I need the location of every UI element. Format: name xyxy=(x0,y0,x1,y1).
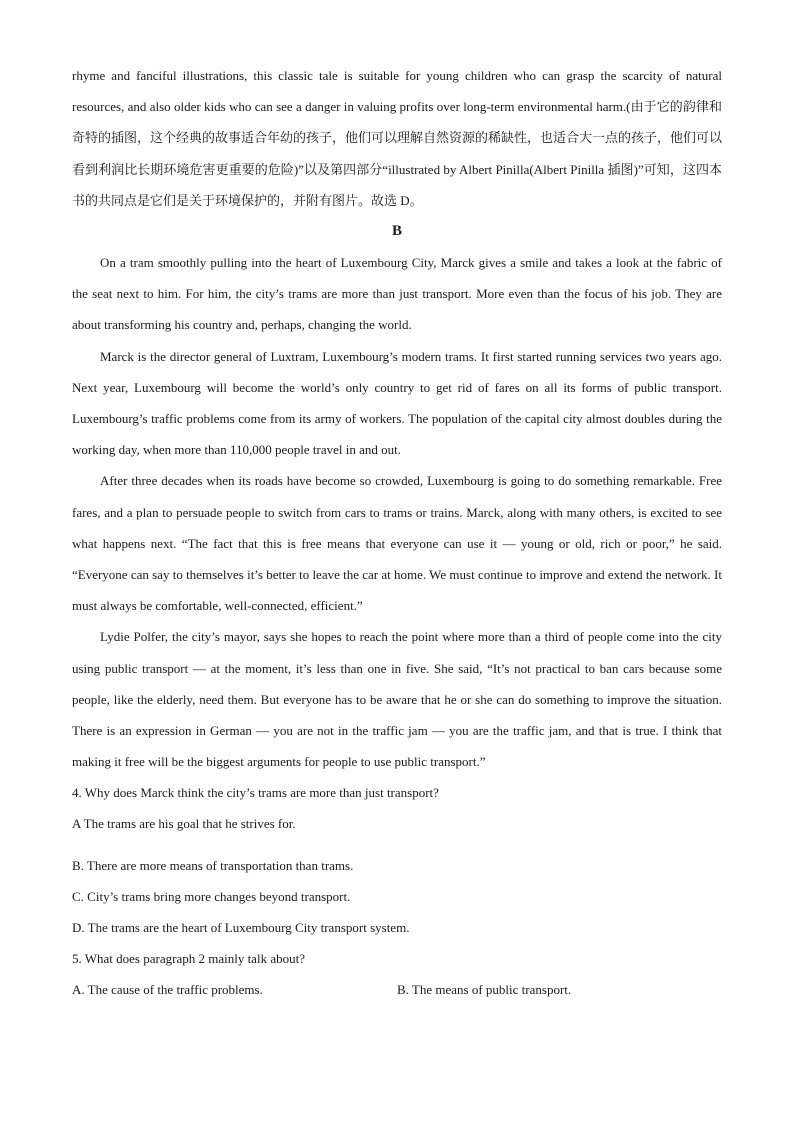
question-4-stem: 4. Why does Marck think the city’s trams are more than just transport? xyxy=(72,785,439,801)
question-4-option-a: A The trams are his goal that he strives for. xyxy=(72,816,296,832)
passage-paragraph-3: After three decades when its roads have become so crowded, Luxembourg is going to do something remarkable. Free fares, and a plan to persuade people to switch from cars to trams or trains. Marck, along with many others, is excited to see what happens next. “The fact that this is free means that everyone can use it — young or old, rich or poor,” he said. “Everyone can say to themselves it’s better to leave the car at home. We must continue to improve and extend the network. It must always be comfortable, well-connected, efficient.” xyxy=(72,473,722,614)
passage-paragraph-1: On a tram smoothly pulling into the heart of Luxembourg City, Marck gives a smile and takes a look at the fabric of the seat next to him. For him, the city’s trams are more than just transport. More even than the focus of his job. They are about transforming his country and, perhaps, changing the world. xyxy=(72,255,722,333)
question-5-stem: 5. What does paragraph 2 mainly talk about? xyxy=(72,951,305,967)
document-page xyxy=(72,60,722,1005)
question-4-option-c: C. City’s trams bring more changes beyond transport. xyxy=(72,889,351,905)
question-5-option-a: A. The cause of the traffic problems. xyxy=(72,982,263,998)
question-4 xyxy=(72,777,722,943)
question-4-option-d: D. The trams are the heart of Luxembourg City transport system. xyxy=(72,920,410,936)
question-5-options xyxy=(72,974,722,1005)
previous-answer-explanation: rhyme and fanciful illustrations, this classic tale is suitable for young children who can grasp the scarcity of natural resources, and also older kids who can see a danger in valuing profits over long-term environmental harm.(由于它的韵律和奇特的插图，这个经典的故事适合年幼的孩子，他们可以理解自然资源的稀缺性，也适合大一点的孩子，他们可以看到利润比长期环境危害更重要的危险)”以及第四部分“illustrated by Albert Pinilla(Albert Pinilla 插图)”可知，这四本书的共同点是它们是关于环境保护的，并附有图片。故选 D。 xyxy=(72,68,723,208)
passage-paragraph-2: Marck is the director general of Luxtram, Luxembourg’s modern trams. It first started running services two years ago. Next year, Luxembourg will become the world’s only country to get rid of fares on all its forms of public transport. Luxembourg’s traffic problems come from its army of workers. The population of the capital city almost doubles during the working day, when more than 110,000 people travel in and out. xyxy=(72,348,722,458)
question-5-option-b: B. The means of public transport. xyxy=(397,982,572,998)
reading-passage xyxy=(72,247,722,777)
section-heading: B xyxy=(391,223,402,240)
question-4-option-b: B. There are more means of transportation than trams. xyxy=(72,858,354,874)
question-5 xyxy=(72,943,722,1005)
passage-paragraph-4: Lydie Polfer, the city’s mayor, says she hopes to reach the point where more than a third of people come into the city using public transport — at the moment, it’s less than one in five. She said, “It’s not practical to ban cars because some people, like the elderly, need them. But everyone has to be aware that he or she can do something to improve the situation. There is an expression in German — you are not in the traffic jam — you are the traffic jam, and that is true. I think that making it free will be the biggest arguments for people to use public transport.” xyxy=(72,629,722,770)
